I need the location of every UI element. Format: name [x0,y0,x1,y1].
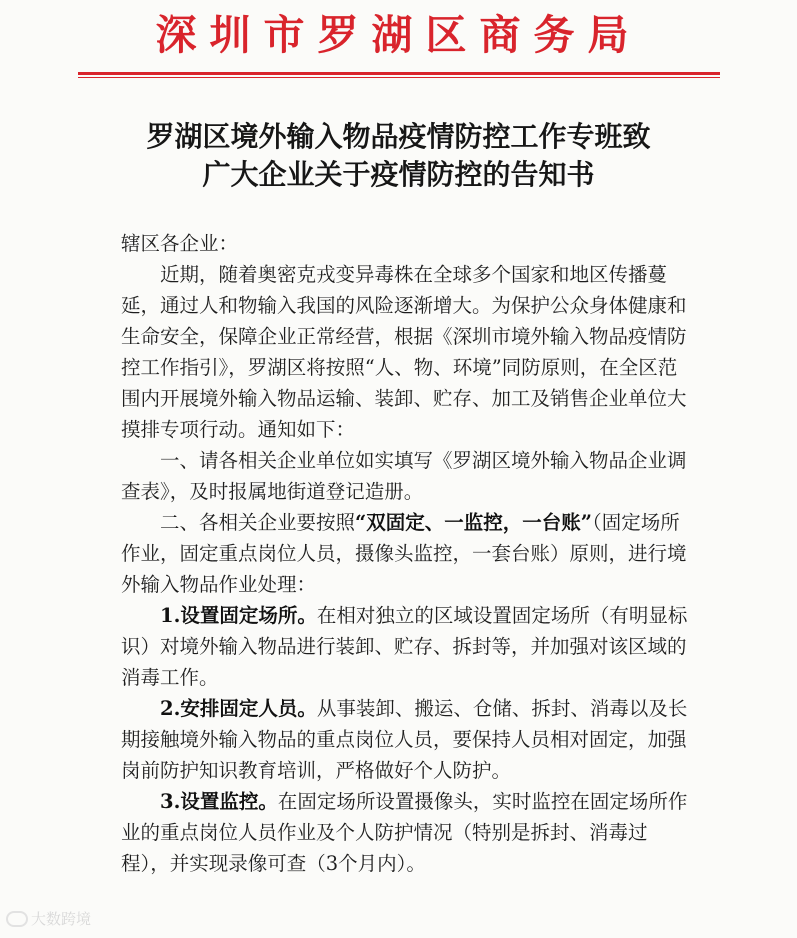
sub-item-2-heading: 2.安排固定人员。 [160,697,317,720]
salutation: 辖区各企业： [121,232,239,255]
watermark-text: 大数跨境 [31,910,92,928]
watermark-logo-icon [6,911,28,927]
header-rule-thick [78,72,720,75]
sub-item-3-heading: 3.设置监控。 [160,790,278,813]
document-title-line-1: 罗湖区境外输入物品疫情防控工作专班致 [146,120,651,153]
item-2-prefix: 二、各相关企业要按照 [160,511,356,534]
issuer-header: 深圳市罗湖区商务局 [155,11,642,59]
item-2-suffix: （固定场所作业，固定重点岗位人员，摄像头监控，一套台账）原则，进行境外输入物品作业处理： [121,511,687,596]
item-1-paragraph: 一、请各相关企业单位如实填写《罗湖区境外输入物品企业调查表》，及时报属地街道登记造册。 [121,449,687,503]
intro-paragraph: 近期，随着奥密克戎变异毒株在全球多个国家和地区传播蔓延，通过人和物输入我国的风险逐渐增大。为保护公众身体健康和生命安全，保障企业正常经营，根据《深圳市境外输入物品疫情防控工作指引》，罗湖区将按照“人、物、环境”同防原则，在全区范围内开展境外输入物品运输、装卸、贮存、加工及销售企业单位大摸排专项行动。通知如下： [121,263,687,441]
item-2-paragraph [121,507,691,600]
document-body [121,228,691,879]
sub-item-2-paragraph [121,693,691,786]
sub-item-3-text: 在固定场所设置摄像头，实时监控在固定场所作业的重点岗位人员作业及个人防护情况（特别是拆封、消毒过程），并实现录像可查（3个月内）。 [121,790,688,875]
document-title-line-2: 广大企业关于疫情防控的告知书 [202,158,595,191]
item-2-principle: “双固定、一监控，一台账” [355,511,592,534]
sub-item-1-heading: 1.设置固定场所。 [160,604,317,627]
sub-item-3-paragraph [121,786,691,879]
sub-item-1-text: 在相对独立的区域设置固定场所（有明显标识）对境外输入物品进行装卸、贮存、拆封等，并加强对该区域的消毒工作。 [121,604,688,689]
sub-item-2-text: 从事装卸、搬运、仓储、拆封、消毒以及长期接触境外输入物品的重点岗位人员，要保持人员相对固定，加强岗前防护知识教育培训，严格做好个人防护。 [121,697,688,782]
header-rule-thin [78,77,720,78]
sub-item-1-paragraph [121,600,691,693]
watermark [6,908,91,929]
